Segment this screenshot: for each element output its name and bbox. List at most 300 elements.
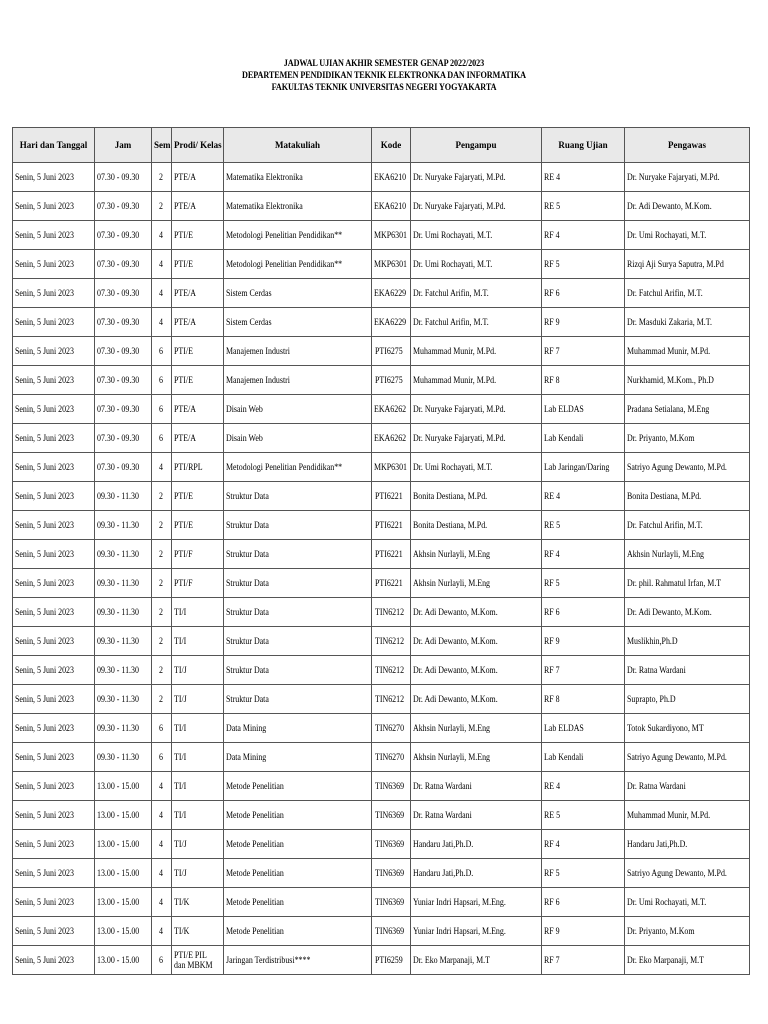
cell-course-text: Struktur Data [226,607,269,617]
cell-course-text: Matematika Elektronika [226,172,303,182]
cell-date-text: Senin, 5 Juni 2023 [15,810,74,820]
table-row [13,772,750,801]
cell-code-text: PTI6275 [375,346,403,356]
cell-code [372,772,411,801]
cell-program-class [172,395,224,424]
cell-time [95,714,152,743]
cell-program-class [172,482,224,511]
cell-proctor-text: Dr. Nuryake Fajaryati, M.Pd. [627,172,720,182]
cell-lecturer [411,946,542,975]
cell-semester-text: 4 [159,317,164,327]
cell-program-class-text: TI/K [174,897,190,907]
cell-date-text: Senin, 5 Juni 2023 [15,607,74,617]
cell-date [13,685,95,714]
cell-proctor-text: Bonita Destiana, M.Pd. [627,491,702,501]
cell-date [13,946,95,975]
cell-course [224,453,372,482]
cell-date-text: Senin, 5 Juni 2023 [15,491,74,501]
cell-code-text: TIN6212 [374,636,404,646]
cell-lecturer [411,743,542,772]
cell-lecturer-text: Dr. Nuryake Fajaryati, M.Pd. [413,172,506,182]
cell-lecturer-text: Dr. Fatchul Arifin, M.T. [413,317,489,327]
cell-code [372,163,411,192]
cell-program-class [172,221,224,250]
cell-room-text: RF 8 [544,375,560,385]
cell-time-text: 09.30 - 11.30 [97,723,139,733]
cell-proctor [625,946,750,975]
cell-course-text: Manajemen Industri [226,346,291,356]
cell-proctor [625,395,750,424]
cell-program-class-text: PTI/E [174,259,193,269]
cell-course-text: Data Mining [226,723,267,733]
cell-proctor-text: Rizqi Aji Surya Saputra, M.Pd [627,259,724,269]
table-row [13,685,750,714]
cell-proctor-text: Suprapto, Ph.D [627,694,676,704]
cell-proctor [625,917,750,946]
cell-proctor [625,830,750,859]
cell-program-class-text: PTI/E [174,346,193,356]
cell-code-text: TIN6212 [374,607,404,617]
cell-course [224,540,372,569]
cell-semester [152,946,172,975]
cell-proctor-text: Totok Sukardiyono, MT [627,723,704,733]
cell-code-text: TIN6270 [374,752,404,762]
cell-course-text: Struktur Data [226,549,269,559]
cell-semester [152,743,172,772]
cell-time-text: 07.30 - 09.30 [97,288,140,298]
cell-room-text: RF 4 [544,549,560,559]
cell-proctor-text: Akhsin Nurlayli, M.Eng [627,549,704,559]
cell-program-class-text: TI/I [174,723,187,733]
cell-code-text: MKP6301 [374,230,408,240]
cell-semester [152,163,172,192]
cell-time-text: 09.30 - 11.30 [97,665,139,675]
cell-semester-text: 6 [159,404,164,414]
table-row [13,308,750,337]
cell-course-text: Metode Penelitian [226,868,284,878]
cell-proctor-text: Satriyo Agung Dewanto, M.Pd. [627,462,727,472]
cell-room-text: Lab ELDAS [544,723,584,733]
table-row [13,656,750,685]
cell-course-text: Metode Penelitian [226,839,284,849]
table-row [13,337,750,366]
cell-lecturer [411,888,542,917]
cell-date-text: Senin, 5 Juni 2023 [15,404,74,414]
cell-lecturer-text: Akhsin Nurlayli, M.Eng [413,723,490,733]
table-row [13,743,750,772]
cell-program-class [172,830,224,859]
cell-room [542,685,625,714]
cell-room [542,830,625,859]
cell-course [224,569,372,598]
cell-lecturer [411,685,542,714]
cell-time-text: 13.00 - 15.00 [97,868,140,878]
table-row [13,511,750,540]
cell-lecturer-text: Dr. Fatchul Arifin, M.T. [413,288,489,298]
cell-code [372,366,411,395]
cell-date-text: Senin, 5 Juni 2023 [15,752,74,762]
cell-course-text: Metode Penelitian [226,810,284,820]
cell-time [95,830,152,859]
cell-code-text: PTI6259 [375,955,403,965]
cell-code [372,192,411,221]
cell-semester [152,511,172,540]
cell-lecturer [411,366,542,395]
cell-date [13,453,95,482]
cell-lecturer-text: Akhsin Nurlayli, M.Eng [413,752,490,762]
cell-program-class-text: PTE/A [174,172,197,182]
cell-course [224,279,372,308]
cell-code [372,424,411,453]
cell-date [13,540,95,569]
cell-course [224,337,372,366]
cell-date [13,308,95,337]
cell-proctor-text: Dr. Ratna Wardani [627,665,686,675]
cell-lecturer [411,337,542,366]
cell-date [13,221,95,250]
cell-room-text: RF 5 [544,578,560,588]
cell-date-text: Senin, 5 Juni 2023 [15,926,74,936]
cell-semester-text: 4 [159,288,164,298]
cell-proctor [625,714,750,743]
cell-program-class-text: TI/J [174,694,187,704]
cell-program-class [172,772,224,801]
cell-date-text: Senin, 5 Juni 2023 [15,781,74,791]
header-department: DEPARTEMEN PENDIDIKAN TEKNIK ELEKTRONKA DAN INFORMATIKA [242,71,526,81]
cell-semester [152,627,172,656]
cell-code [372,714,411,743]
cell-date-text: Senin, 5 Juni 2023 [15,665,74,675]
col-header-lecturer: Pengampu [411,128,542,163]
cell-lecturer-text: Dr. Nuryake Fajaryati, M.Pd. [413,201,506,211]
cell-course-text: Sistem Cerdas [226,288,272,298]
cell-date [13,250,95,279]
cell-program-class [172,279,224,308]
cell-program-class [172,714,224,743]
cell-semester [152,714,172,743]
cell-code-text: TIN6212 [374,694,404,704]
table-row [13,221,750,250]
cell-lecturer [411,714,542,743]
cell-proctor-text: Dr. phil. Rahmatul Irfan, M.T [627,578,722,588]
cell-room-text: Lab Kendali [544,752,584,762]
cell-code [372,395,411,424]
cell-date [13,366,95,395]
cell-room-text: Lab Jaringan/Daring [544,462,610,472]
cell-proctor [625,163,750,192]
table-row [13,627,750,656]
cell-lecturer [411,656,542,685]
cell-lecturer-text: Handaru Jati,Ph.D. [413,839,474,849]
cell-lecturer [411,221,542,250]
cell-program-class-text: PTI/F [174,549,193,559]
cell-program-class [172,540,224,569]
cell-date [13,482,95,511]
cell-lecturer-text: Handaru Jati,Ph.D. [413,868,474,878]
cell-room-text: RF 4 [544,230,560,240]
cell-date-text: Senin, 5 Juni 2023 [15,317,74,327]
table-row [13,279,750,308]
cell-lecturer [411,801,542,830]
cell-lecturer-text: Dr. Ratna Wardani [413,781,472,791]
cell-semester-text: 6 [159,752,164,762]
table-row [13,946,750,975]
cell-semester-text: 4 [159,259,164,269]
table-row [13,888,750,917]
cell-time [95,743,152,772]
header-title: JADWAL UJIAN AKHIR SEMESTER GENAP 2022/2023 [283,59,485,69]
cell-time [95,917,152,946]
cell-time [95,511,152,540]
cell-proctor-text: Pradana Setialana, M.Eng [627,404,710,414]
cell-proctor [625,250,750,279]
cell-date [13,627,95,656]
cell-program-class-text: TI/I [174,752,187,762]
cell-date-text: Senin, 5 Juni 2023 [15,375,74,385]
cell-room [542,482,625,511]
cell-room-text: Lab Kendali [544,433,584,443]
cell-lecturer-text: Bonita Destiana, M.Pd. [413,491,488,501]
cell-semester-text: 6 [159,375,164,385]
cell-date-text: Senin, 5 Juni 2023 [15,462,74,472]
cell-proctor [625,772,750,801]
cell-code-text: TIN6369 [374,926,404,936]
cell-lecturer [411,569,542,598]
cell-time [95,250,152,279]
cell-code-text: EKA6262 [374,433,407,443]
cell-time-text: 09.30 - 11.30 [97,636,139,646]
cell-program-class [172,656,224,685]
cell-course-text: Sistem Cerdas [226,317,272,327]
cell-semester-text: 2 [159,607,164,617]
cell-time-text: 07.30 - 09.30 [97,433,140,443]
col-header-program-class: Prodi/ Kelas [172,128,224,163]
cell-course-text: Disain Web [226,433,263,443]
cell-semester [152,279,172,308]
cell-code [372,453,411,482]
cell-program-class-text: PTE/A [174,288,197,298]
cell-program-class-text: TI/I [174,810,187,820]
table-row [13,830,750,859]
cell-code-text: EKA6229 [374,288,407,298]
cell-course-text: Disain Web [226,404,263,414]
cell-proctor-text: Muhammad Munir, M.Pd. [627,346,711,356]
cell-proctor-text: Dr. Priyanto, M.Kom [627,433,695,443]
cell-semester-text: 2 [159,636,164,646]
cell-program-class [172,366,224,395]
cell-room-text: RF 7 [544,665,560,675]
cell-date-text: Senin, 5 Juni 2023 [15,723,74,733]
cell-proctor-text: Muhammad Munir, M.Pd. [627,810,711,820]
cell-semester [152,598,172,627]
cell-course [224,859,372,888]
cell-room-text: RF 7 [544,955,560,965]
cell-proctor-text: Dr. Fatchul Arifin, M.T. [627,520,703,530]
cell-course [224,656,372,685]
cell-lecturer-text: Dr. Ratna Wardani [413,810,472,820]
cell-semester-text: 6 [159,955,164,965]
cell-semester-text: 6 [159,433,164,443]
cell-room [542,656,625,685]
cell-code [372,598,411,627]
cell-proctor-text: Muslikhin,Ph.D [627,636,678,646]
cell-program-class-text: TI/I [174,636,187,646]
cell-room-text: RF 8 [544,694,560,704]
cell-time-text: 07.30 - 09.30 [97,172,140,182]
cell-lecturer-text: Dr. Nuryake Fajaryati, M.Pd. [413,404,506,414]
cell-semester [152,540,172,569]
cell-semester [152,656,172,685]
cell-course [224,192,372,221]
cell-time [95,656,152,685]
cell-course [224,830,372,859]
cell-course-text: Metodologi Penelitian Pendidikan** [226,462,343,472]
cell-program-class-text: PTI/E [174,375,193,385]
cell-proctor [625,221,750,250]
cell-code-text: PTI6221 [375,520,403,530]
cell-course [224,424,372,453]
cell-proctor [625,424,750,453]
cell-room-text: RF 6 [544,288,560,298]
cell-room [542,308,625,337]
cell-time-text: 13.00 - 15.00 [97,781,140,791]
cell-program-class-text: TI/J [174,839,187,849]
cell-date-text: Senin, 5 Juni 2023 [15,172,74,182]
cell-semester-text: 4 [159,462,164,472]
table-row [13,424,750,453]
cell-date-text: Senin, 5 Juni 2023 [15,346,74,356]
cell-date-text: Senin, 5 Juni 2023 [15,955,74,965]
cell-date [13,424,95,453]
cell-code-text: TIN6369 [374,868,404,878]
cell-code-text: TIN6369 [374,839,404,849]
cell-semester [152,250,172,279]
col-header-room: Ruang Ujian [542,128,625,163]
cell-room-text: Lab ELDAS [544,404,584,414]
cell-lecturer-text: Dr. Umi Rochayati, M.T. [413,462,493,472]
cell-time-text: 13.00 - 15.00 [97,926,140,936]
cell-program-class-text: PTI/E [174,520,193,530]
cell-room [542,250,625,279]
table-row [13,482,750,511]
cell-semester-text: 2 [159,549,164,559]
cell-lecturer [411,424,542,453]
cell-lecturer [411,917,542,946]
cell-code-text: MKP6301 [374,259,408,269]
cell-room [542,279,625,308]
cell-semester [152,366,172,395]
cell-proctor-text: Handaru Jati,Ph.D. [627,839,688,849]
cell-proctor-text: Dr. Ratna Wardani [627,781,686,791]
cell-program-class-text: PTE/A [174,404,197,414]
cell-room-text: RF 5 [544,259,560,269]
cell-course [224,685,372,714]
cell-proctor [625,859,750,888]
header-faculty: FAKULTAS TEKNIK UNIVERSITAS NEGERI YOGYAKARTA [271,83,497,93]
cell-date [13,801,95,830]
cell-time-text: 09.30 - 11.30 [97,607,139,617]
cell-time-text: 07.30 - 09.30 [97,201,140,211]
cell-room [542,192,625,221]
cell-course-text: Struktur Data [226,491,269,501]
cell-semester-text: 4 [159,868,164,878]
table-row [13,714,750,743]
cell-course [224,598,372,627]
cell-room [542,337,625,366]
cell-program-class-text: PTE/A [174,317,197,327]
table-row [13,395,750,424]
document-header [54,58,714,94]
cell-course-text: Matematika Elektronika [226,201,303,211]
cell-room [542,395,625,424]
cell-date [13,279,95,308]
cell-program-class [172,946,224,975]
cell-date [13,656,95,685]
cell-time-text: 07.30 - 09.30 [97,375,140,385]
cell-semester-text: 2 [159,201,164,211]
cell-date [13,598,95,627]
cell-semester [152,685,172,714]
cell-program-class [172,801,224,830]
cell-lecturer-text: Dr. Adi Dewanto, M.Kom. [413,665,498,675]
cell-code [372,656,411,685]
cell-course-text: Struktur Data [226,665,269,675]
cell-proctor [625,569,750,598]
cell-lecturer [411,279,542,308]
cell-date [13,714,95,743]
cell-room-text: RE 4 [544,781,561,791]
cell-code-text: TIN6369 [374,810,404,820]
col-header-code: Kode [372,128,411,163]
cell-course-text: Struktur Data [226,520,269,530]
cell-date-text: Senin, 5 Juni 2023 [15,636,74,646]
table-row [13,366,750,395]
cell-semester [152,859,172,888]
cell-date-text: Senin, 5 Juni 2023 [15,868,74,878]
cell-semester-text: 2 [159,491,164,501]
cell-room-text: RE 4 [544,491,561,501]
cell-program-class [172,453,224,482]
cell-semester [152,308,172,337]
cell-code [372,946,411,975]
cell-course-text: Manajemen Industri [226,375,291,385]
cell-date-text: Senin, 5 Juni 2023 [15,549,74,559]
cell-proctor [625,337,750,366]
cell-room-text: RF 4 [544,839,560,849]
cell-proctor [625,366,750,395]
cell-program-class [172,888,224,917]
cell-program-class [172,163,224,192]
table-row [13,453,750,482]
cell-lecturer-text: Dr. Adi Dewanto, M.Kom. [413,636,498,646]
cell-date-text: Senin, 5 Juni 2023 [15,230,74,240]
cell-code [372,569,411,598]
cell-time-text: 07.30 - 09.30 [97,462,140,472]
cell-code-text: TIN6369 [374,781,404,791]
cell-program-class-text: TI/J [174,665,187,675]
cell-room-text: RF 5 [544,868,560,878]
cell-course-text: Metodologi Penelitian Pendidikan** [226,259,343,269]
cell-lecturer-text: Akhsin Nurlayli, M.Eng [413,549,490,559]
cell-course-text: Struktur Data [226,694,269,704]
cell-semester-text: 2 [159,665,164,675]
cell-program-class [172,192,224,221]
cell-time [95,163,152,192]
cell-room [542,888,625,917]
cell-course [224,308,372,337]
cell-proctor [625,685,750,714]
cell-semester-text: 4 [159,926,164,936]
